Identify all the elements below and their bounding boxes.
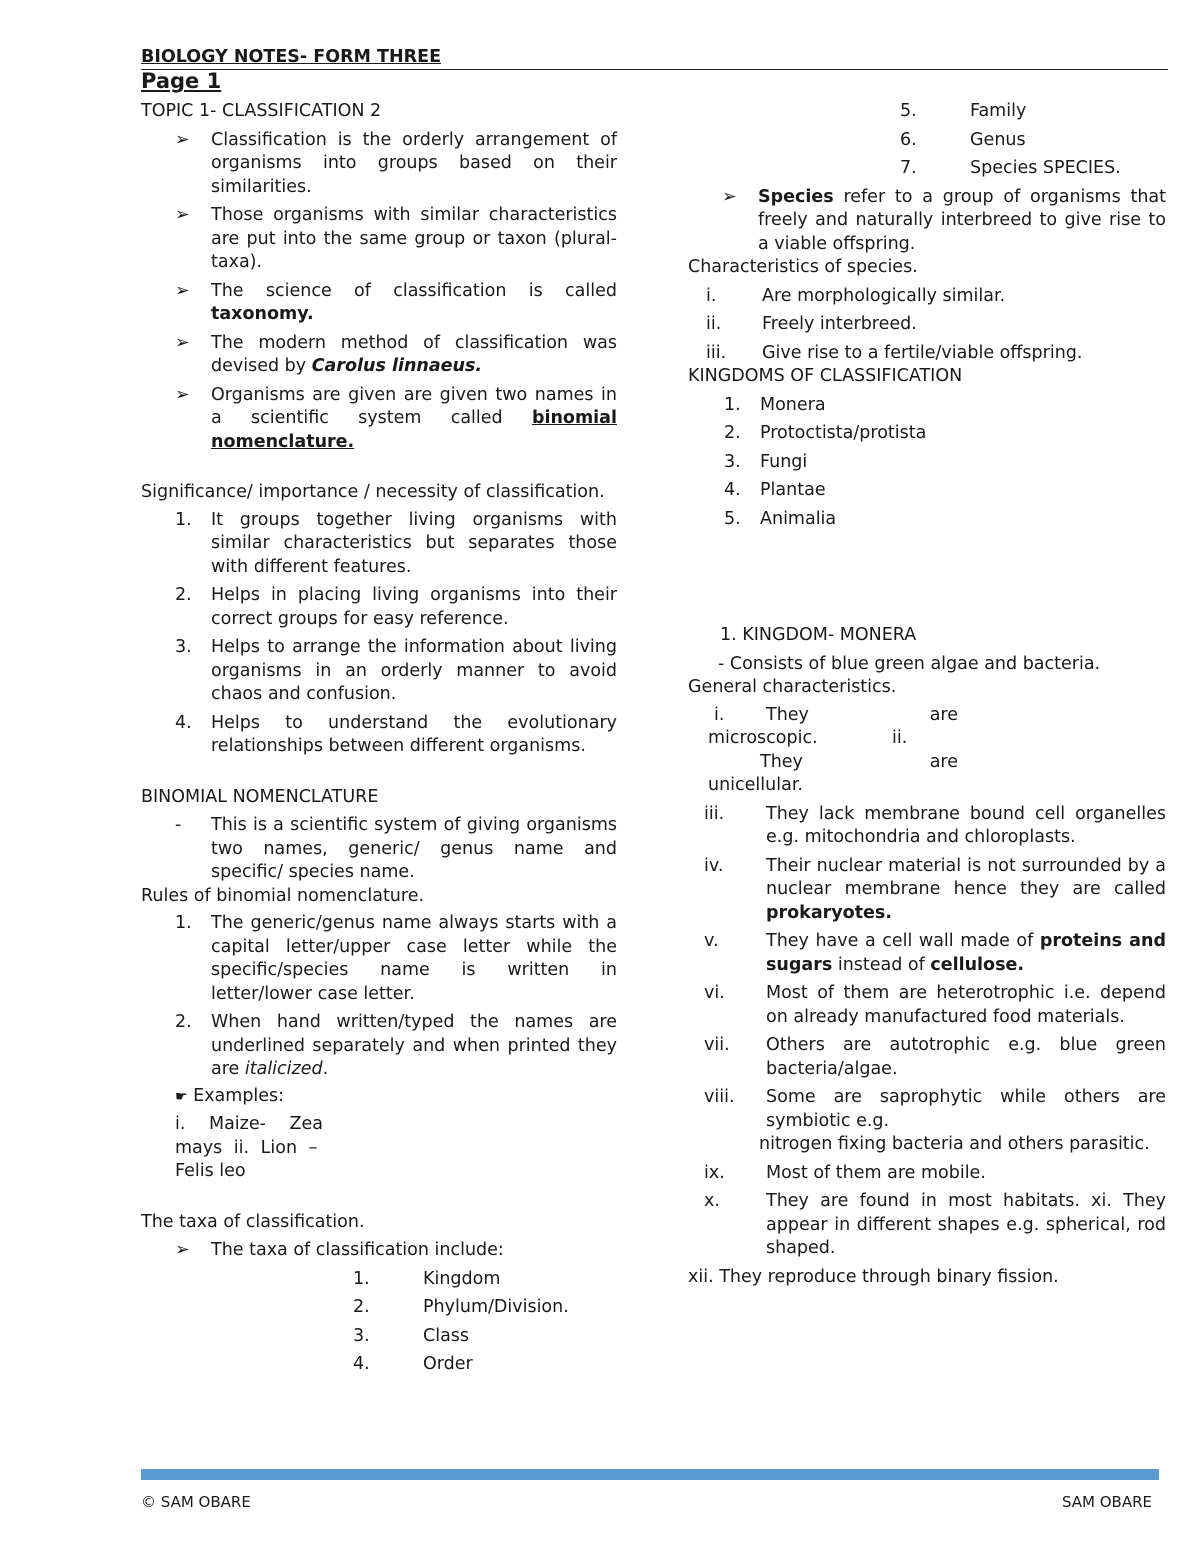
list-item: ➢ The science of classification is called taxonomy.	[141, 280, 617, 327]
list-item: 4. Order	[353, 1354, 473, 1374]
list-item: 1. It groups together living organisms with similar characteristics but separates those with different features.	[175, 509, 617, 577]
list-item: 5. Family	[900, 101, 1027, 121]
list-item: 2. Helps in placing living organisms into their correct groups for easy reference.	[175, 585, 617, 629]
right-column	[688, 100, 1166, 1289]
list-item: iii. Give rise to a fertile/viable offspring.	[706, 342, 1083, 363]
list-item: 1. Monera	[724, 394, 826, 415]
list-item: 2. Protoctista/protista	[724, 423, 927, 443]
list-item: 2. Phylum/Division.	[353, 1297, 569, 1317]
list-item: 3. Helps to arrange the information about living organisms in an orderly manner to avoid chaos and confusion.	[175, 637, 617, 704]
list-item: vi. Most of them are heterotrophic i.e. depend on already manufactured food materials.	[704, 983, 1166, 1027]
monera-definition: - Consists of blue green algae and bacteria.	[718, 653, 1101, 674]
gc-xii: xii. They reproduce through binary fission.	[688, 1266, 1059, 1287]
rules-heading: Rules of binomial nomenclature.	[141, 885, 425, 906]
gc-i-ii-block: i. They are microscopic. ii. They are unicellular.	[708, 704, 958, 795]
arrow-bullet-icon: ➢	[175, 384, 190, 405]
list-item: 7. Species SPECIES.	[900, 158, 1121, 178]
examples-label: ☛ Examples:	[175, 1085, 285, 1106]
term-species: Species	[758, 186, 834, 207]
examples-block: i. Maize- Zea mays ii. Lion – Felis leo	[175, 1114, 323, 1181]
taxa-heading: The taxa of classification.	[141, 1211, 365, 1232]
left-column	[141, 100, 617, 1382]
footer-author: SAM OBARE	[1061, 1493, 1152, 1511]
list-item: vii. Others are autotrophic e.g. blue green bacteria/algae.	[704, 1035, 1166, 1079]
term-taxonomy: taxonomy.	[211, 304, 314, 324]
list-item: ➢ Species refer to a group of organisms that freely and naturally interbreed to give rise to a viable offspring.	[688, 186, 1166, 257]
arrow-bullet-icon: ➢	[175, 129, 190, 150]
kingdoms-heading: KINGDOMS OF CLASSIFICATION	[688, 366, 963, 386]
document-header-title: BIOLOGY NOTES- FORM THREE	[141, 46, 1168, 70]
arrow-bullet-icon: ➢	[175, 332, 190, 353]
list-item: iv. Their nuclear material is not surrounded by a nuclear membrane hence they are called prokaryotes.	[704, 855, 1166, 923]
significance-heading: Significance/ importance / necessity of classification.	[141, 482, 605, 502]
list-item: 3. Class	[353, 1325, 470, 1346]
list-item: 6. Genus	[900, 129, 1026, 150]
list-item: ii. Freely interbreed.	[706, 314, 917, 334]
list-item: ➢ Organisms are given are given two names in a scientific system called binomial nomenclature.	[141, 384, 617, 455]
list-item: - This is a scientific system of giving organisms two names, generic/ genus name and specific/ species name.	[175, 815, 617, 882]
general-characteristics-heading: General characteristics.	[688, 677, 897, 697]
list-item: 3. Fungi	[724, 451, 808, 472]
arrow-bullet-icon: ➢	[175, 205, 190, 225]
binomial-heading: BINOMIAL NOMENCLATURE	[141, 786, 379, 807]
footer-copyright: © SAM OBARE	[141, 1493, 251, 1511]
species-characteristics-heading: Characteristics of species.	[688, 257, 918, 277]
list-item: i. Are morphologically similar.	[706, 285, 1006, 306]
list-item: 4. Helps to understand the evolutionary relationships between different organisms.	[175, 712, 617, 756]
list-item: v. They have a cell wall made of proteins and sugars instead of cellulose.	[704, 931, 1166, 975]
gc-viii-continued: nitrogen fixing bacteria and others parasitic.	[759, 1134, 1150, 1154]
arrow-bullet-icon: ➢	[175, 1240, 190, 1260]
list-item: 5. Animalia	[724, 508, 837, 529]
list-item: ➢ Classification is the orderly arrangement of organisms into groups based on their similarities.	[141, 129, 617, 200]
monera-heading: 1. KINGDOM- MONERA	[720, 625, 917, 645]
list-item: 1. The generic/genus name always starts with a capital letter/upper case letter while the specific/species name is written in letter/lower case letter.	[175, 913, 617, 1004]
topic-heading: TOPIC 1- CLASSIFICATION 2	[141, 101, 382, 121]
term-prokaryotes: prokaryotes.	[766, 902, 892, 923]
page-number: Page 1	[141, 69, 222, 93]
list-item: ➢ The taxa of classification include:	[141, 1239, 617, 1263]
list-item: 2. When hand written/typed the names are underlined separately and when printed they are italicized.	[175, 1012, 617, 1079]
list-item: viii. Some are saprophytic while others are symbiotic e.g.	[704, 1087, 1166, 1131]
list-item: iii. They lack membrane bound cell organelles e.g. mitochondria and chloroplasts.	[704, 803, 1166, 847]
list-item: 1. Kingdom	[353, 1268, 501, 1289]
list-item: ➢ Those organisms with similar characteristics are put into the same group or taxon (plural-taxa).	[141, 204, 617, 275]
arrow-bullet-icon: ➢	[175, 280, 190, 301]
hand-pointer-icon: ☛	[175, 1088, 188, 1105]
list-item: 4. Plantae	[724, 480, 826, 500]
term-binomial-nomenclature: binomial nomenclature.	[211, 408, 617, 452]
footer-bar	[141, 1469, 1159, 1480]
list-item: x. They are found in most habitats. xi. They appear in different shapes e.g. spherical, rod shaped.	[704, 1191, 1166, 1258]
arrow-bullet-icon: ➢	[722, 186, 737, 207]
term-carolus-linnaeus: Carolus linnaeus.	[311, 356, 483, 376]
list-item: ➢ The modern method of classification was devised by Carolus linnaeus.	[141, 332, 617, 379]
list-item: ix. Most of them are mobile.	[704, 1162, 986, 1183]
